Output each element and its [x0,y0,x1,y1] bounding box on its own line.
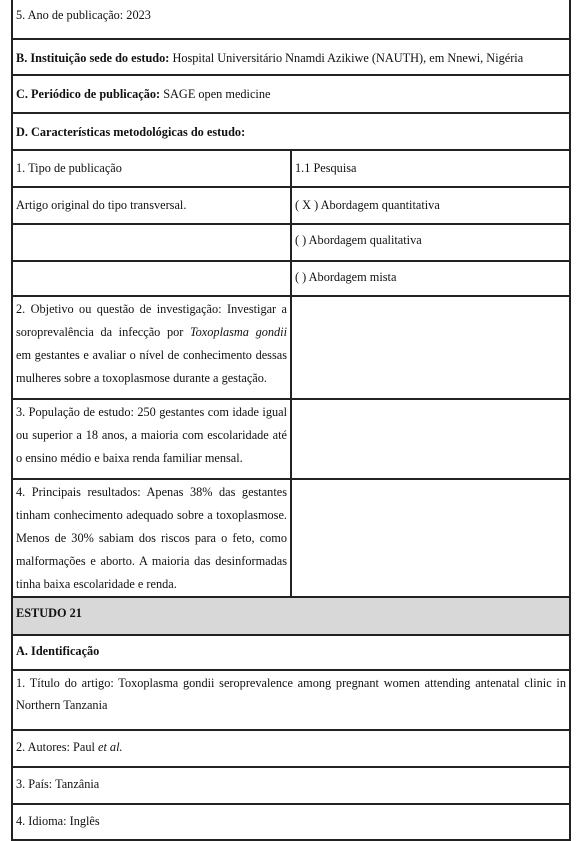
ano-cell [12,0,570,39]
pais-cell [12,767,570,804]
row-identificacao [12,635,570,670]
resultados-empty-cell [291,479,570,597]
instituicao-label: B. Instituição sede do estudo: [16,51,170,65]
autores-cell [12,730,570,767]
titulo-cell [12,670,570,730]
row-populacao [12,399,570,479]
row-caracteristicas [12,113,570,150]
idioma-cell [12,804,570,840]
study-table [11,0,571,841]
resultados-cell [12,479,291,597]
autores-etal: et al. [97,740,123,754]
estudo-cell [12,597,570,635]
identificacao-cell [12,635,570,670]
row-autores [12,730,570,767]
mista-cell [291,261,570,296]
row-qualitativa [12,224,570,261]
idioma-text: 4. Idioma: Inglês [16,814,100,828]
mista-empty-cell [12,261,291,296]
row-objetivo [12,296,570,399]
row-artigo [12,187,570,224]
tipo-publicacao-cell [12,150,291,187]
row-instituicao [12,39,570,75]
row-mista [12,261,570,296]
tipo-publicacao-text: 1. Tipo de publicação [16,161,122,175]
caracteristicas-label: D. Características metodológicas do estudo: [16,125,246,139]
pais-text: 3. País: Tanzânia [16,777,100,791]
qualitativa-empty-cell [12,224,291,261]
instituicao-cell [12,39,570,75]
periodico-cell [12,75,570,113]
quantitativa-cell [291,187,570,224]
pesquisa-cell [291,150,570,187]
populacao-cell [12,399,291,479]
qualitativa-checkbox-text: ( ) Abordagem qualitativa [295,233,422,247]
row-pais [12,767,570,804]
objetivo-text-species: Toxoplasma gondii [189,325,287,339]
row-idioma [12,804,570,840]
quantitativa-checkbox-text: ( X ) Abordagem quantitativa [295,198,440,212]
row-estudo [12,597,570,635]
populacao-text: 3. População de estudo: 250 gestantes com idade igual ou superior a 18 anos, a maioria com escolaridade até o ensino médio e baixa renda familiar mensal. [16,405,287,465]
row-resultados [12,479,570,597]
periodico-value: SAGE open medicine [160,87,271,101]
row-titulo [12,670,570,730]
caracteristicas-cell [12,113,570,150]
periodico-label: C. Periódico de publicação: [16,87,161,101]
populacao-empty-cell [291,399,570,479]
row-ano [12,0,570,39]
estudo-heading: ESTUDO 21 [16,606,82,620]
resultados-text: 4. Principais resultados: Apenas 38% das gestantes tinham conhecimento adequado sobre a toxoplasmose. Menos de 30% sabiam dos riscos para o feto, como malformações e aborto. A maioria das desinformadas tinha baixa escolaridade e renda. [16,485,287,591]
artigo-cell [12,187,291,224]
instituicao-value: Hospital Universitário Nnamdi Azikiwe (NAUTH), em Nnewi, Nigéria [169,51,524,65]
artigo-text: Artigo original do tipo transversal. [16,198,187,212]
pesquisa-text: 1.1 Pesquisa [295,161,357,175]
ano-text: 5. Ano de publicação: 2023 [16,8,151,22]
qualitativa-cell [291,224,570,261]
objetivo-text-pre: 2. Objetivo ou questão de investigação: Investigar a soroprevalência da infecção por [16,302,287,339]
row-periodico [12,75,570,113]
mista-checkbox-text: ( ) Abordagem mista [295,270,397,284]
titulo-text: 1. Título do artigo: Toxoplasma gondii seroprevalence among pregnant women attending antenatal clinic in Northern Tanzania [16,676,566,712]
objetivo-text-post: em gestantes e avaliar o nível de conhecimento dessas mulheres sobre a toxoplasmose durante a gestação. [16,348,287,385]
objetivo-cell [12,296,291,399]
identificacao-heading: A. Identificação [16,644,100,658]
autores-text: 2. Autores: Paul [16,740,98,754]
row-tipo-publicacao [12,150,570,187]
objetivo-empty-cell [291,296,570,399]
